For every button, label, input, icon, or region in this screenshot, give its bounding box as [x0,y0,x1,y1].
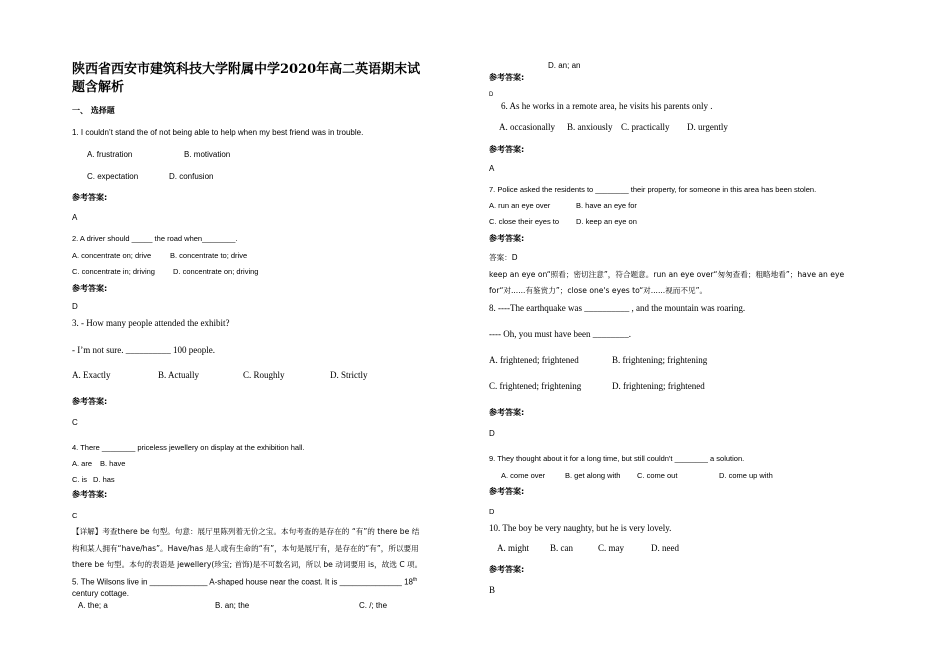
q3-stem-reply: - I’m not sure. __________ 100 people. [72,345,215,355]
q4-option-c: C. is [72,475,87,484]
q4-explanation-line1: 【详解】考查there be 句型。句意：展厅里陈列着无价之宝。本句考查的是存在的 “有”的 there be 结 [72,527,420,536]
q5-stem-cont: century cottage. [72,589,129,598]
q1-option-b: B. motivation [184,150,231,159]
q2-option-c: C. concentrate in; driving [72,267,155,276]
q4-option-d: D. has [93,475,115,484]
q7-answer-label: 参考答案: [489,234,525,243]
q1-option-c: C. expectation [87,172,139,181]
q3-option-b: B. Actually [158,370,199,380]
q5-answer: D [489,92,494,98]
q7-explanation-line1: keep an eye on“照看；密切注意”，符合题意。run an eye over“匆匆查看；粗略地看”；have an eye [489,270,845,279]
q6-option-a: A. occasionally [499,122,555,132]
q10-option-c: C. may [598,543,624,553]
q4-answer-label: 参考答案: [72,490,108,499]
q1-option-d: D. confusion [169,172,214,181]
q3-answer: C [72,418,78,427]
page-title-line1: 陕西省西安市建筑科技大学附属中学2020年高二英语期末试 [72,62,421,77]
q8-answer-label: 参考答案: [489,408,525,417]
q6-option-d: D. urgently [687,122,728,132]
q4-option-b: B. have [100,459,126,468]
q6-answer-label: 参考答案: [489,145,525,154]
q4-option-a: A. are [72,459,93,468]
q5-option-d: D. an; an [548,61,581,70]
q5-stem-text: 5. The Wilsons live in _____________ A-shaped house near the coast. It is ______________ 18 [72,577,413,587]
q5-stem-superscript: th [413,577,418,583]
q10-option-b: B. can [550,543,573,553]
q1-answer-label: 参考答案: [72,193,108,202]
q6-stem: 6. As he works in a remote area, he visits his parents only . [501,101,713,111]
q2-stem: 2. A driver should _____ the road when________. [72,234,238,243]
q6-answer: A [489,164,495,173]
q9-option-d: D. come up with [719,471,773,480]
q7-option-d: D. keep an eye on [576,217,637,226]
q1-answer: A [72,213,78,222]
q7-stem: 7. Police asked the residents to ________ their property, for someone in this area has been stolen. [489,185,817,194]
q10-stem: 10. The boy be very naughty, but he is very lovely. [489,523,672,533]
q3-option-d: D. Strictly [330,370,368,380]
q7-option-a: A. run an eye over [489,201,551,210]
q9-answer: D [489,507,495,516]
q8-answer: D [489,429,495,438]
q1-stem: 1. I couldn’t stand the of not being able to help when my best friend was in trouble. [72,128,364,137]
q9-answer-label: 参考答案: [489,487,525,496]
q5-answer-label: 参考答案: [489,73,525,82]
q3-option-a: A. Exactly [72,370,111,380]
q9-option-a: A. come over [501,471,546,480]
q4-explanation-line2: 构和某人拥有“have/has”。Have/has 是人或有生命的“有”，本句是展厅有，是存在的“有”，所以要用 [72,544,419,553]
q2-option-a: A. concentrate on; drive [72,251,152,260]
q10-answer-label: 参考答案: [489,565,525,574]
q6-option-c: C. practically [621,122,670,132]
q7-answer: 答案：D [489,253,518,262]
q8-option-a: A. frightened; frightened [489,355,579,365]
q6-option-b: B. anxiously [567,122,613,132]
q9-option-c: C. come out [637,471,678,480]
q9-option-b: B. get along with [565,471,621,480]
q3-option-c: C. Roughly [243,370,285,380]
q4-explanation-line3: there be 句型。本句的表语是 jewellery(珍宝; 首饰)是不可数名词，所以 be 动词要用 is，故选 C 项。 [72,560,423,569]
q3-stem: 3. - How many people attended the exhibit? [72,318,230,328]
q10-option-a: A. might [497,543,530,553]
q2-option-b: B. concentrate to; drive [170,251,248,260]
q4-stem: 4. There ________ priceless jewellery on display at the exhibition hall. [72,443,305,452]
q8-stem: 8. ----The earthquake was __________ , and the mountain was roaring. [489,303,746,313]
q5-option-c: C. /; the [359,601,388,610]
q5-option-b: B. an; the [215,601,250,610]
q7-option-b: B. have an eye for [576,201,637,210]
q8-option-b: B. frightening; frightening [612,355,708,365]
q3-answer-label: 参考答案: [72,397,108,406]
q10-option-d: D. need [651,543,679,553]
q2-option-d: D. concentrate on; driving [173,267,259,276]
q2-answer-label: 参考答案: [72,284,108,293]
page-title-line2: 题含解析 [72,80,125,95]
q8-stem-reply: ---- Oh, you must have been ________. [489,329,631,339]
q7-explanation-line2: for“对......有鉴赏力”；close one's eyes to“对......视而不见”。 [489,286,708,295]
section-heading: 一、 选择题 [72,106,115,115]
q7-option-c: C. close their eyes to [489,217,560,226]
q1-option-a: A. frustration [87,150,133,159]
q5-option-a: A. the; a [78,601,108,610]
q5-stem [72,577,417,587]
q2-answer: D [72,302,78,311]
q8-option-d: D. frightening; frightened [612,381,705,391]
q9-stem: 9. They thought about it for a long time, but still couldn't ________ a solution. [489,454,745,463]
q10-answer: B [489,585,496,595]
q4-answer: C [72,511,78,520]
q8-option-c: C. frightened; frightening [489,381,582,391]
